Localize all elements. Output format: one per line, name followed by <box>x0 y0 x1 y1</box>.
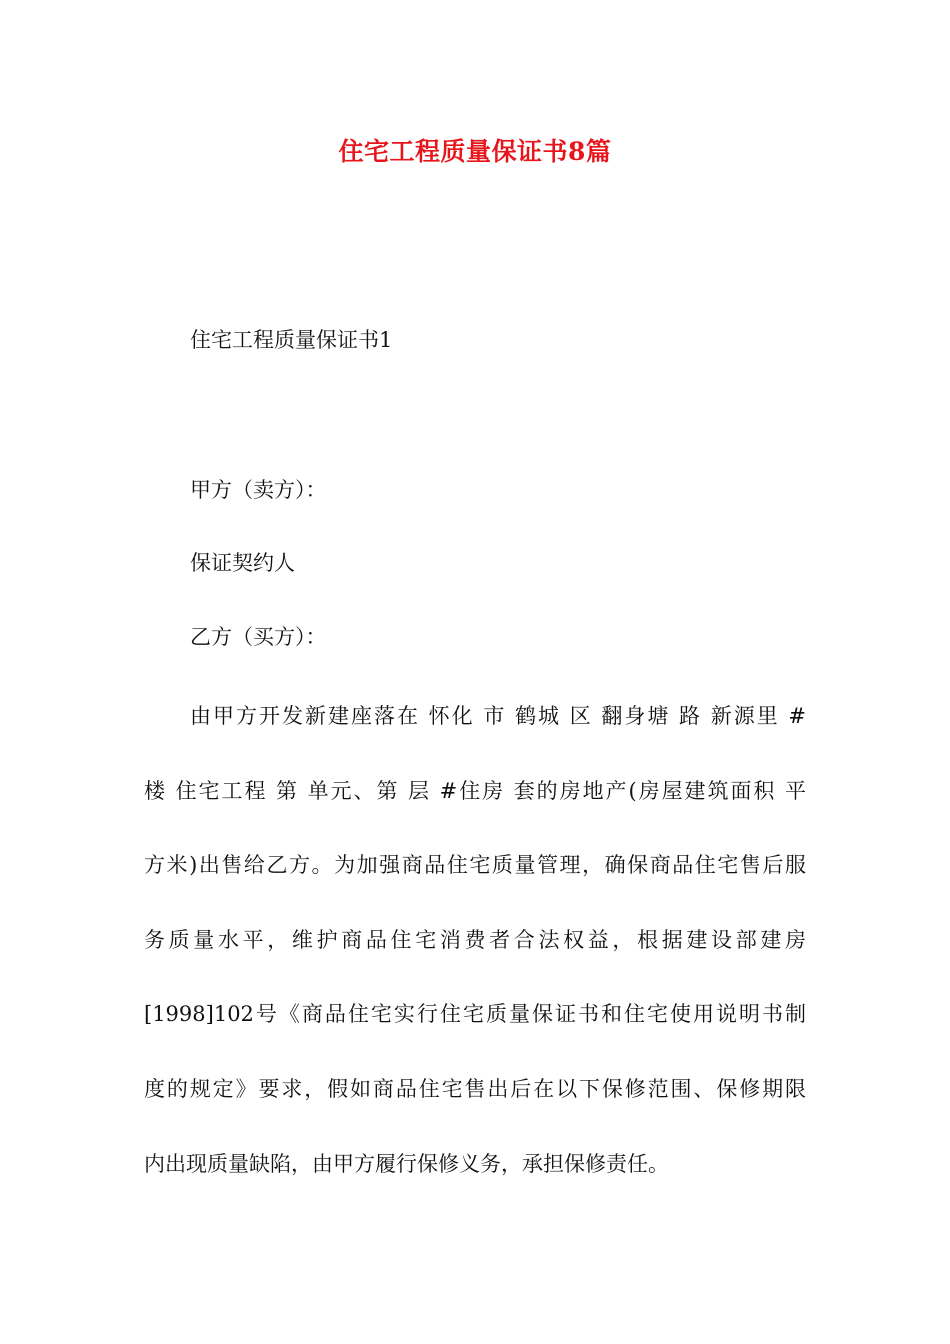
paragraph-line: 内出现质量缺陷，由甲方履行保修义务，承担保修责任。 <box>144 1152 669 1176</box>
document-title: 住宅工程质量保证书8篇 <box>338 137 612 166</box>
paragraph-line: 楼 住宅工程 第 单元、第 层 #住房 套的房地产(房屋建筑面积 平 <box>144 779 806 803</box>
paragraph-line: 由甲方开发新建座落在 怀化 市 鹤城 区 翻身塘 路 新源里 # <box>190 704 806 728</box>
paragraph-line: 度的规定》要求，假如商品住宅售出后在以下保修范围、保修期限 <box>144 1077 806 1101</box>
party-a-label: 甲方（卖方）： <box>190 478 327 502</box>
paragraph-line: 方米)出售给乙方。为加强商品住宅质量管理，确保商品住宅售后服 <box>144 853 806 877</box>
paragraph-line: [1998]102号《商品住宅实行住宅质量保证书和住宅使用说明书制 <box>144 1002 806 1026</box>
paragraph-line: 务质量水平，维护商品住宅消费者合法权益，根据建设部建房 <box>144 928 806 952</box>
party-b-label: 乙方（买方）： <box>190 625 327 649</box>
guarantor-label: 保证契约人 <box>190 551 295 575</box>
section-heading: 住宅工程质量保证书1 <box>190 328 393 352</box>
